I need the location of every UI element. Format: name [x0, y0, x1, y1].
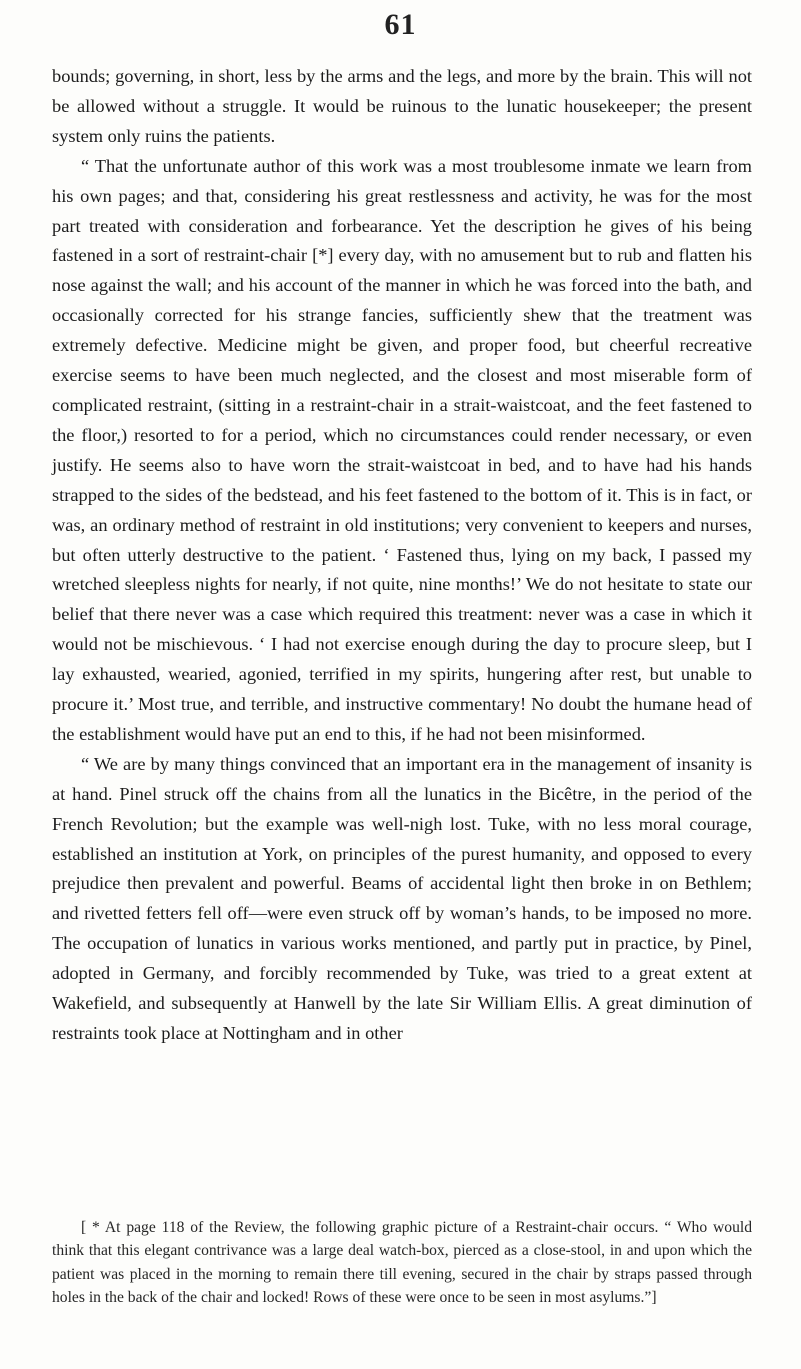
main-text [52, 62, 752, 1049]
page-number: 61 [384, 8, 417, 41]
paragraph-insanity-era: “ We are by many things convinced that an important era in the management of insanity is at hand. Pinel struck off the chains from all the lunatics in the Bicêtre, in the period of the French Revolution; but the example was well-nigh lost. Tuke, with no less moral courage, established an institution at York, on principles of the purest humanity, and opposed to every prejudice then prevalent and powerful. Beams of accidental light then broke in on Bethlem; and rivetted fetters fell off—were even struck off by woman’s hands, to be imposed no more. The occupation of lunatics in various works mentioned, and partly put in practice, by Pinel, adopted in Germany, and forcibly recommended by Tuke, was tried to a great extent at Wakefield, and subsequently at Hanwell by the late Sir William Ellis. A great diminution of restraints took place at Nottingham and in other [52, 753, 752, 1043]
footnote-text: [ * At page 118 of the Review, the following graphic picture of a Restraint-chair occurs. “ Who would think that this elegant contrivance was a large deal watch-box, pierced as a close-stool, in and upon which the patient was placed in the morning to remain there till evening, secured in the chair by straps passed through holes in the back of the chair and locked! Rows of these were once to be seen in most asylums.”] [52, 1219, 752, 1306]
paragraph-continuation: bounds; governing, in short, less by the arms and the legs, and more by the brain. This will not be allowed without a struggle. It would be ruinous to the lunatic housekeeper; the present system only ruins the patients. [52, 66, 752, 146]
footnote [52, 1216, 752, 1309]
paragraph-author-treatment: “ That the unfortunate author of this work was a most troublesome inmate we learn from his own pages; and that, considering his great restlessness and activity, he was for the most part treated with consideration and forbearance. Yet the description he gives of his being fastened in a sort of restraint-chair [*] every day, with no amusement but to rub and flatten his nose against the wall; and his account of the manner in which he was forced into the bath, and occasionally corrected for his strange fancies, sufficiently shew that the treatment was extremely defective. Medicine might be given, and proper food, but cheerful recreative exercise seems to have been much neglected, and the closest and most miserable form of complicated restraint, (sitting in a restraint-chair in a strait-waistcoat, and the feet fastened to the floor,) resorted to for a period, which no circumstances could render necessary, or even justify. He seems also to have worn the strait-waistcoat in bed, and to have had his hands strapped to the sides of the bedstead, and his feet fastened to the bottom of it. This is in fact, or was, an ordinary method of restraint in old institutions; very convenient to keepers and nurses, but often utterly destructive to the patient. ‘ Fastened thus, lying on my back, I passed my wretched sleepless nights for nearly, if not quite, nine months!’ We do not hesitate to state our belief that there never was a case which required this treatment: never was a case in which it would not be mischievous. ‘ I had not exercise enough during the day to procure sleep, but I lay exhausted, wearied, agonied, terrified in my spirits, hungering after rest, but unable to procure it.’ Most true, and terrible, and instructive commentary! No doubt the humane head of the establishment would have put an end to this, if he had not been misinformed. [52, 155, 752, 744]
